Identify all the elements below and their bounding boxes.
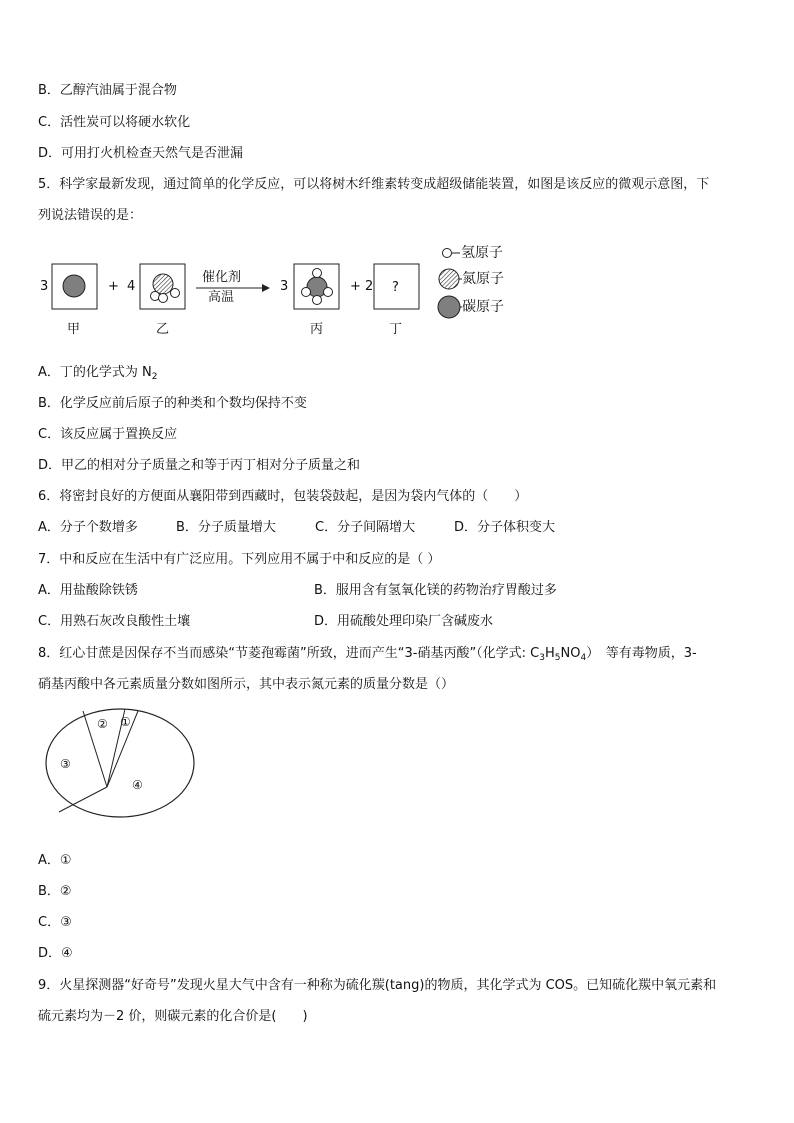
pie-label-1: ① xyxy=(120,715,131,729)
coef-bing: 3 xyxy=(280,279,289,294)
legend-carbon-label: 碳原子 xyxy=(462,299,504,315)
q8-sub-c: 3 xyxy=(539,653,545,663)
q6-stem: 6．将密封良好的方便面从襄阳带到西藏时，包装袋鼓起，是因为袋内气体的（ ） xyxy=(38,489,528,504)
q8-sub-o: 4 xyxy=(580,653,587,663)
legend-nitrogen-label: 氮原子 xyxy=(462,271,504,287)
pie-label-3: ③ xyxy=(60,757,71,771)
q4-option-d: D．可用打火机检查天然气是否泄漏 xyxy=(38,146,244,161)
label-ding: 丁 xyxy=(389,322,403,337)
q5-option-a-text: A．丁的化学式为 N xyxy=(38,365,152,380)
q6-option-c: C．分子间隔增大 xyxy=(315,520,416,535)
label-bing: 丙 xyxy=(310,322,324,337)
q5-option-c: C．该反应属于置换反应 xyxy=(38,427,178,442)
q8-stem-tail: ） 等有毒物质，3- xyxy=(586,646,697,661)
q4-option-b: B．乙醇汽油属于混合物 xyxy=(38,83,177,98)
q9-stem-line2: 硫元素均为－2 价，则碳元素的化合价是( ) xyxy=(38,1009,308,1024)
carbon-atom-jia xyxy=(63,275,85,297)
plus-sign-1: + xyxy=(108,279,119,294)
plus-sign-2: + 2 xyxy=(350,279,374,294)
q5-option-b: B．化学反应前后原子的种类和个数均保持不变 xyxy=(38,396,307,411)
q5-stem-line2: 列说法错误的是： xyxy=(38,208,143,223)
q8-option-b: B．② xyxy=(38,884,72,899)
coef-yi: 4 xyxy=(127,279,136,294)
ding-unknown: ? xyxy=(392,280,399,295)
hydrogen-atom-yi-2 xyxy=(159,294,168,303)
mass-fraction-pie xyxy=(40,706,200,821)
q8-stem-line1 xyxy=(38,644,697,664)
reaction-arrow-head xyxy=(262,284,270,292)
label-yi: 乙 xyxy=(156,322,170,337)
legend-hydrogen-icon xyxy=(443,249,452,258)
q6-option-d: D．分子体积变大 xyxy=(454,520,556,535)
q5-option-a-subscript: 2 xyxy=(151,372,158,382)
pie-label-2: ② xyxy=(97,717,108,731)
q8-option-a: A．① xyxy=(38,853,72,868)
arrow-condition-bottom: 高温 xyxy=(208,290,235,305)
q8-formula-h: H xyxy=(545,646,555,661)
q6-option-a: A．分子个数增多 xyxy=(38,520,138,535)
label-jia: 甲 xyxy=(67,322,81,337)
q7-option-c: C．用熟石灰改良酸性土壤 xyxy=(38,614,191,629)
coef-jia: 3 xyxy=(40,279,49,294)
pie-label-4: ④ xyxy=(132,778,143,792)
q8-stem-text: 8．红心甘蔗是因保存不当而感染“节菱孢霉菌”所致，进而产生“3-硝基丙酸”（化学式: C xyxy=(38,646,540,661)
q7-stem: 7．中和反应在生活中有广泛应用。下列应用不属于中和反应的是（ ） xyxy=(38,552,441,567)
q7-option-d: D．用硫酸处理印染厂含碱废水 xyxy=(314,614,494,629)
q4-option-c: C．活性炭可以将硬水软化 xyxy=(38,115,191,130)
q5-stem-line1: 5．科学家最新发现，通过简单的化学反应，可以将树木纤维素转变成超级储能装置，如图是该反应的微观示意图，下 xyxy=(38,177,710,192)
reaction-diagram xyxy=(0,240,794,350)
q7-option-a: A．用盐酸除铁锈 xyxy=(38,583,138,598)
legend-carbon-icon xyxy=(438,296,460,318)
hydrogen-atom-bing-4 xyxy=(313,296,322,305)
q6-option-b: B．分子质量增大 xyxy=(176,520,276,535)
legend-hydrogen-label: 氢原子 xyxy=(461,245,503,261)
hydrogen-atom-yi-3 xyxy=(171,289,180,298)
hydrogen-atom-bing-1 xyxy=(313,269,322,278)
q8-option-c: C．③ xyxy=(38,915,72,930)
q9-stem-line1: 9．火星探测器“好奇号”发现火星大气中含有一种称为硫化羰(tang)的物质，其化学式为 COS。已知硫化羰中氧元素和 xyxy=(38,978,717,993)
hydrogen-atom-bing-2 xyxy=(302,288,311,297)
nitrogen-atom-yi xyxy=(153,274,173,294)
q8-option-d: D．④ xyxy=(38,946,73,961)
hydrogen-atom-bing-3 xyxy=(324,288,333,297)
q5-option-a xyxy=(38,363,158,383)
q8-stem-line2: 硝基丙酸中各元素质量分数如图所示，其中表示氮元素的质量分数是（） xyxy=(38,677,455,692)
q5-option-d: D．甲乙的相对分子质量之和等于丙丁相对分子质量之和 xyxy=(38,458,361,473)
q8-sub-h: 5 xyxy=(554,653,561,663)
legend-nitrogen-icon xyxy=(439,269,459,289)
q8-formula-no: NO xyxy=(560,646,581,661)
arrow-condition-top: 催化剂 xyxy=(202,270,242,285)
q7-option-b: B．服用含有氢氧化镁的药物治疗胃酸过多 xyxy=(314,583,557,598)
